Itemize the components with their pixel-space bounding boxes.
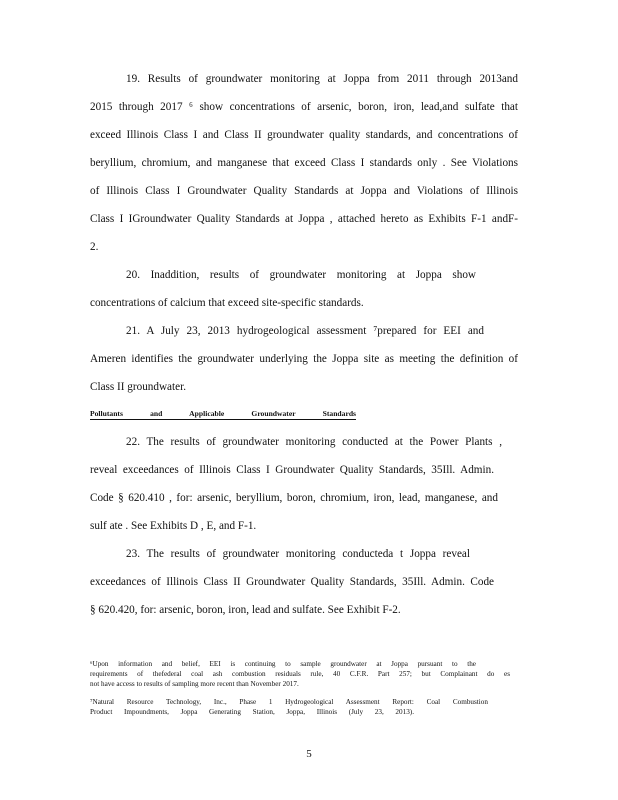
page-number: 5 bbox=[306, 748, 312, 760]
para-19-line-5: of Illinois Class I Groundwater Quality Standards at Joppa and Violations of Illinois bbox=[90, 185, 518, 197]
para-19-line-7: 2. bbox=[90, 241, 99, 253]
para-23-line-1: 23. The results of groundwater monitoring conducteda t Joppa reveal bbox=[126, 548, 470, 560]
para-21-line-2: Ameren identifies the groundwater underlying the Joppa site as meeting the definition of bbox=[90, 353, 518, 365]
para-19-line-1: 19. Results of groundwater monitoring at Joppa from 2011 through 2013and bbox=[126, 73, 518, 85]
para-19-line-6: Class I IGroundwater Quality Standards at Joppa , attached hereto as Exhibits F-1 andF- bbox=[90, 213, 518, 225]
para-23-line-2: exceedances of Illinois Class II Groundwater Quality Standards, 35Ill. Admin. Code bbox=[90, 576, 494, 588]
section-heading: Pollutants and Applicable Groundwater Standards bbox=[90, 409, 356, 418]
para-23-line-3: § 620.420, for: arsenic, boron, iron, lead and sulfate. See Exhibit F-2. bbox=[90, 604, 401, 616]
footnote-6-line-2: requirements of thefederal coal ash combustion residuals rule, 40 C.F.R. Part 257; but Complainant do es bbox=[90, 670, 510, 678]
footnote-6-line-1: ⁶Upon information and belief, EEI is continuing to sample groundwater at Joppa pursuant to the bbox=[90, 660, 476, 668]
para-21-line-3: Class II groundwater. bbox=[90, 381, 187, 393]
para-20-line-1: 20. Inaddition, results of groundwater monitoring at Joppa show bbox=[126, 269, 476, 281]
para-22-line-4: sulf ate . See Exhibits D , E, and F-1. bbox=[90, 520, 257, 532]
para-22-line-1: 22. The results of groundwater monitoring conducted at the Power Plants , bbox=[126, 436, 502, 448]
para-19-line-2: 2015 through 2017 ⁶ show concentrations of arsenic, boron, iron, lead,and sulfate that bbox=[90, 101, 518, 113]
para-19-line-3: exceed Illinois Class I and Class II groundwater quality standards, and concentrations of bbox=[90, 129, 518, 141]
para-22-line-2: reveal exceedances of Illinois Class I Groundwater Quality Standards, 35Ill. Admin. bbox=[90, 464, 494, 476]
footnote-7-line-2: Product Impoundments, Joppa Generating Station, Joppa, Illinois (July 23, 2013). bbox=[90, 708, 414, 716]
footnote-6-line-3: not have access to results of sampling more recent than November 2017. bbox=[90, 680, 299, 688]
para-21-line-1: 21. A July 23, 2013 hydrogeological assessment ⁷prepared for EEI and bbox=[126, 325, 484, 337]
para-20-line-2: concentrations of calcium that exceed site-specific standards. bbox=[90, 297, 364, 309]
para-22-line-3: Code § 620.410 , for: arsenic, beryllium, boron, chromium, iron, lead, manganese, and bbox=[90, 492, 498, 504]
para-19-line-4: beryllium, chromium, and manganese that exceed Class I standards only . See Violations bbox=[90, 157, 518, 169]
footnote-7-line-1: ⁷Natural Resource Technology, Inc., Phase 1 Hydrogeological Assessment Report: Coal Combustion bbox=[90, 698, 488, 706]
